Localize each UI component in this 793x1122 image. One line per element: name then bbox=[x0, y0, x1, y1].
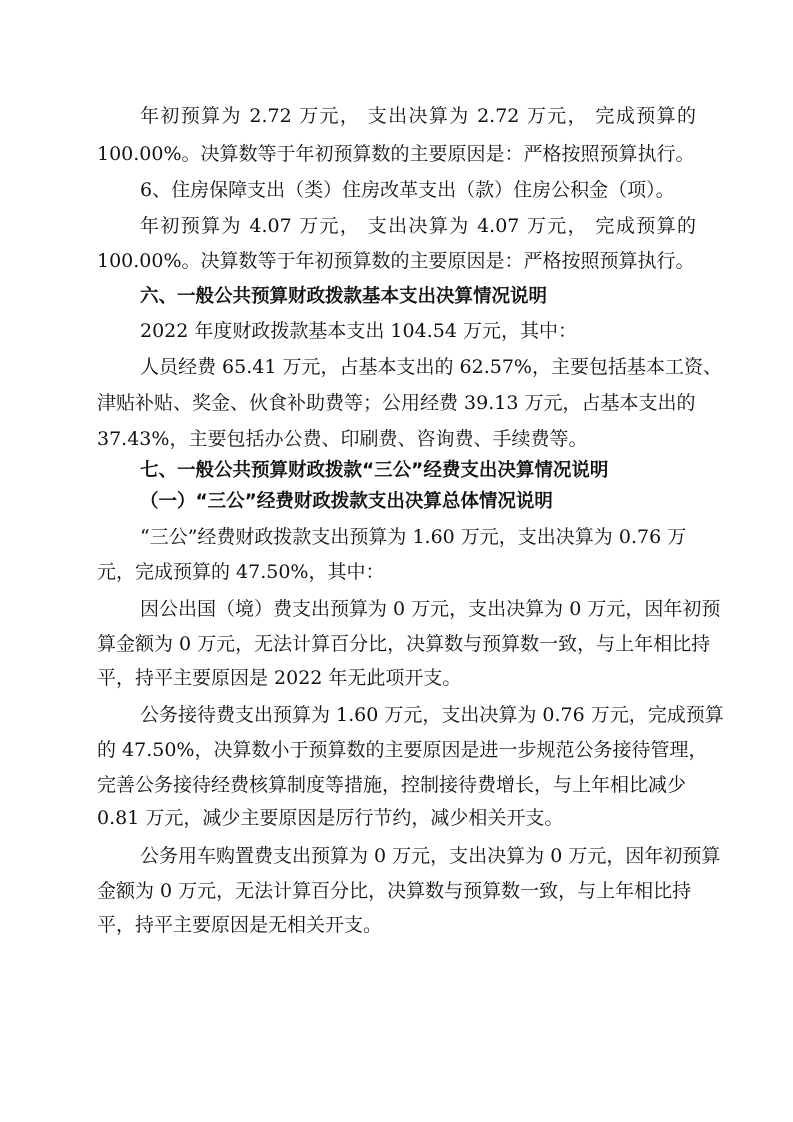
paragraph-text: 年初预算为 4.07 万元， 支出决算为 4.07 万元， 完成预算的 bbox=[140, 215, 696, 237]
item-heading: 6、住房保障支出（类）住房改革支出（款）住房公积金（项）。 bbox=[140, 179, 675, 201]
paragraph-text: 元，完成预算的 47.50%，其中： bbox=[97, 561, 385, 583]
paragraph-text: 平，持平主要原因是 2022 年无此项开支。 bbox=[97, 667, 462, 689]
paragraph-text: 人员经费 65.41 万元，占基本支出的 62.57%，主要包括基本工资、 bbox=[140, 356, 722, 378]
section-title: 七、一般公共预算财政拨款“三公”经费支出决算情况说明 bbox=[140, 460, 609, 481]
section-subtitle: （一）“三公”经费财政拨款支出决算总体情况说明 bbox=[140, 491, 553, 512]
paragraph-text: 100.00%。决算数等于年初预算数的主要原因是：严格按照预算执行。 bbox=[97, 250, 695, 272]
paragraph-text: 公务用车购置费支出预算为 0 万元，支出决算为 0 万元，因年初预算 bbox=[140, 845, 721, 867]
paragraph-text: “三公”经费财政拨款支出预算为 1.60 万元，支出决算为 0.76 万 bbox=[140, 526, 687, 548]
paragraph-text: 0.81 万元，减少主要原因是厉行节约，减少相关开支。 bbox=[97, 807, 564, 829]
paragraph-text: 因公出国（境）费支出预算为 0 万元，支出决算为 0 万元，因年初预 bbox=[140, 598, 721, 620]
paragraph-text: 年初预算为 2.72 万元， 支出决算为 2.72 万元， 完成预算的 bbox=[140, 105, 696, 127]
paragraph-text: 公务接待费支出预算为 1.60 万元，支出决算为 0.76 万元，完成预算 bbox=[140, 704, 724, 726]
paragraph-text: 金额为 0 万元，无法计算百分比，决算数与预算数一致，与上年相比持 bbox=[97, 880, 692, 902]
paragraph-text: 37.43%，主要包括办公费、印刷费、咨询费、手续费等。 bbox=[97, 428, 588, 450]
paragraph-text: 算金额为 0 万元，无法计算百分比，决算数与预算数一致，与上年相比持 bbox=[97, 633, 711, 655]
paragraph-text: 100.00%。决算数等于年初预算数的主要原因是：严格按照预算执行。 bbox=[97, 143, 695, 165]
paragraph-text: 津贴补贴、奖金、伙食补助费等；公用经费 39.13 万元，占基本支出的 bbox=[97, 392, 696, 414]
paragraph-text: 平，持平主要原因是无相关开支。 bbox=[97, 914, 383, 936]
paragraph-text: 的 47.50%，决算数小于预算数的主要原因是进一步规范公务接待管理， bbox=[97, 739, 708, 761]
paragraph-text: 完善公务接待经费核算制度等措施，控制接待费增长，与上年相比减少 bbox=[97, 774, 687, 796]
section-title: 六、一般公共预算财政拨款基本支出决算情况说明 bbox=[140, 286, 548, 307]
paragraph-text: 2022 年度财政拨款基本支出 104.54 万元，其中： bbox=[140, 320, 577, 342]
